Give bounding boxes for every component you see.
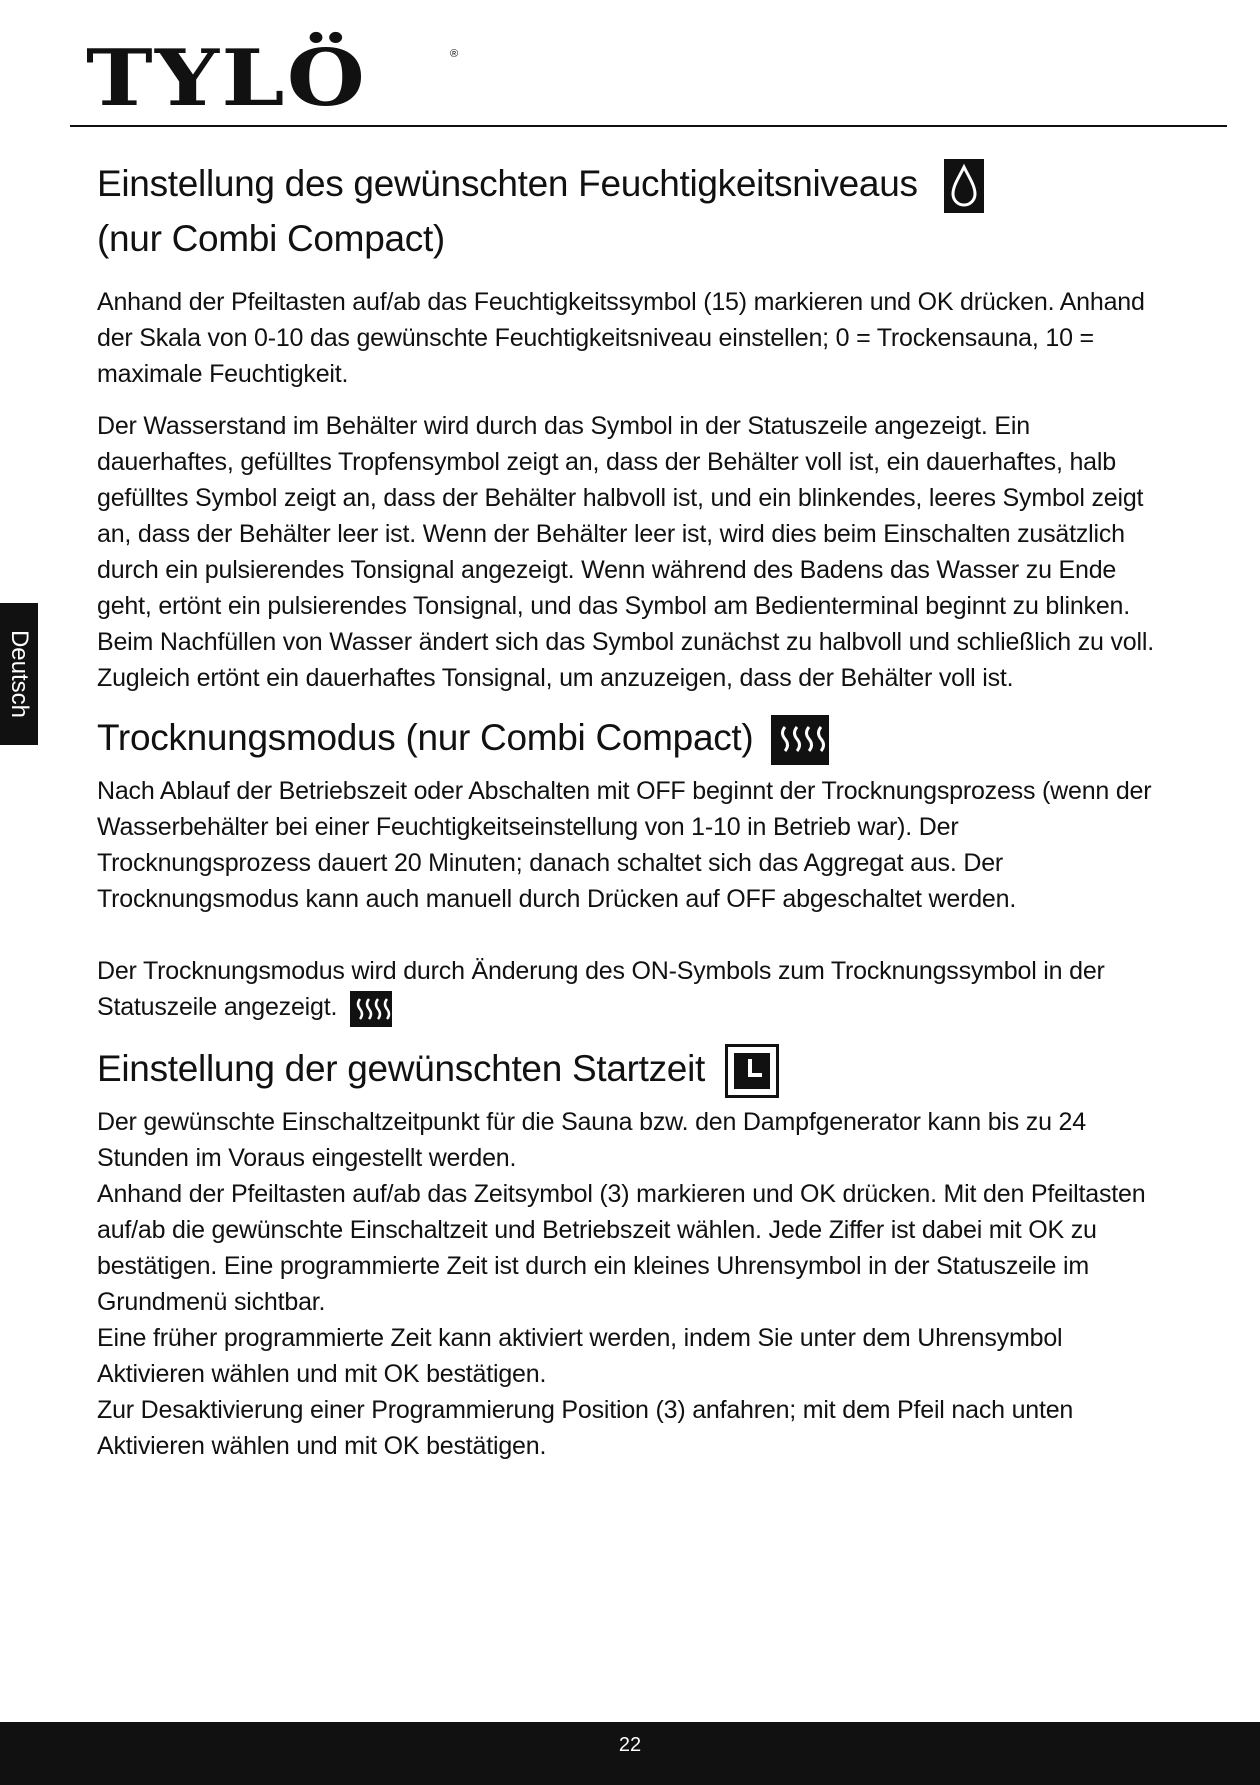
registered-mark: ® bbox=[450, 48, 459, 60]
section-start-time-paragraph-4: Zur Desaktivierung einer Programmierung Position (3) anfahren; mit dem Pfeil nach unten Aktivieren wählen und mit OK bestätigen. bbox=[97, 1396, 1074, 1461]
section-start-time-title bbox=[97, 1043, 1157, 1098]
page-content bbox=[97, 158, 1157, 1464]
section-humidity-paragraph-2: Der Wasserstand im Behälter wird durch das Symbol in der Statuszeile angezeigt. Ein dauerhaftes, gefülltes Tropfensymbol zeigt an, dass der Behälter voll ist, ein dauerhaftes, halb gefülltes Symbol zeigt an, dass der Behälter halbvoll ist, und ein blinkendes, leeres Symbol zeigt an, dass der Behälter leer ist. Wenn der Behälter leer ist, wird dies beim Einschalten zusätzlich durch ein pulsierendes Tonsignal angezeigt. Wenn während des Badens das Wasser zu Ende geht, ertönt ein pulsierendes Tonsignal, und das Symbol am Bedienterminal beginnt zu blinken. Beim Nachfüllen von Wasser ändert sich das Symbol zunächst zu halbvoll und schließlich zu voll. Zugleich ertönt ein dauerhaftes Tonsignal, um anzuzeigen, dass der Behälter voll ist. bbox=[97, 412, 1154, 693]
logo-text: TYLÖ bbox=[86, 33, 368, 124]
section-drying-paragraph-1: Nach Ablauf der Betriebszeit oder Abschalten mit OFF beginnt der Trocknungsprozess (wenn der Wasserbehälter bei einer Feuchtigkeitseinstellung von 1-10 in Betrieb war). Der Trocknungsprozess dauert 20 Minuten; danach schaltet sich das Aggregat aus. Der Trocknungsmodus kann auch manuell durch Drücken auf OFF abgeschaltet werden. bbox=[97, 777, 1152, 914]
brand-logo bbox=[86, 33, 459, 124]
section-drying-paragraph-2-text: Der Trocknungsmodus wird durch Änderung des ON-Symbols zum Trocknungssymbol in der Statuszeile angezeigt. bbox=[97, 957, 1105, 1022]
section-start-time-paragraph-3: Eine früher programmierte Zeit kann aktiviert werden, indem Sie unter dem Uhrensymbol Aktivieren wählen und mit OK bestätigen. bbox=[97, 1324, 1063, 1389]
section-start-time-paragraph-1: Der gewünschte Einschaltzeitpunkt für die Sauna bzw. den Dampfgenerator kann bis zu 24 Stunden im Voraus eingestellt werden. bbox=[97, 1108, 1086, 1173]
section-drying-title-text: Trocknungsmodus (nur Combi Compact) bbox=[97, 717, 754, 759]
section-humidity bbox=[97, 158, 1157, 696]
header-divider bbox=[70, 125, 1227, 127]
section-drying-title bbox=[97, 712, 1157, 765]
section-humidity-paragraph-1: Anhand der Pfeiltasten auf/ab das Feuchtigkeitssymbol (15) markieren und OK drücken. Anhand der Skala von 0-10 das gewünschte Feuchtigkeitsniveau einstellen; 0 = Trockensauna, 10 = maximale Feuchtigkeit. bbox=[97, 288, 1145, 389]
water-drop-icon bbox=[944, 159, 984, 213]
language-tab-label: Deutsch bbox=[6, 629, 33, 719]
section-start-time-title-text: Einstellung der gewünschten Startzeit bbox=[97, 1047, 705, 1089]
page-number: 22 bbox=[618, 1734, 642, 1756]
section-humidity-title-line2: (nur Combi Compact) bbox=[97, 218, 445, 260]
footer-bar bbox=[0, 1722, 1260, 1785]
clock-icon bbox=[725, 1044, 779, 1098]
section-drying-paragraph-2 bbox=[97, 953, 1157, 1026]
section-humidity-title-line1: Einstellung des gewünschten Feuchtigkeitsniveaus bbox=[97, 163, 918, 204]
section-humidity-title bbox=[97, 158, 1157, 264]
section-start-time-paragraph-2: Anhand der Pfeiltasten auf/ab das Zeitsymbol (3) markieren und OK drücken. Mit den Pfeiltasten auf/ab die gewünschte Einschaltzeit und Betriebszeit wählen. Jede Ziffer ist dabei mit OK zu bestätigen. Eine programmierte Zeit ist durch ein kleines Uhrensymbol in der Statuszeile im Grundmenü sichtbar. bbox=[97, 1180, 1146, 1317]
section-start-time bbox=[97, 1043, 1157, 1464]
section-drying bbox=[97, 712, 1157, 1027]
language-tab bbox=[0, 603, 38, 745]
heat-waves-icon bbox=[771, 715, 829, 765]
heat-waves-small-icon bbox=[350, 991, 392, 1027]
